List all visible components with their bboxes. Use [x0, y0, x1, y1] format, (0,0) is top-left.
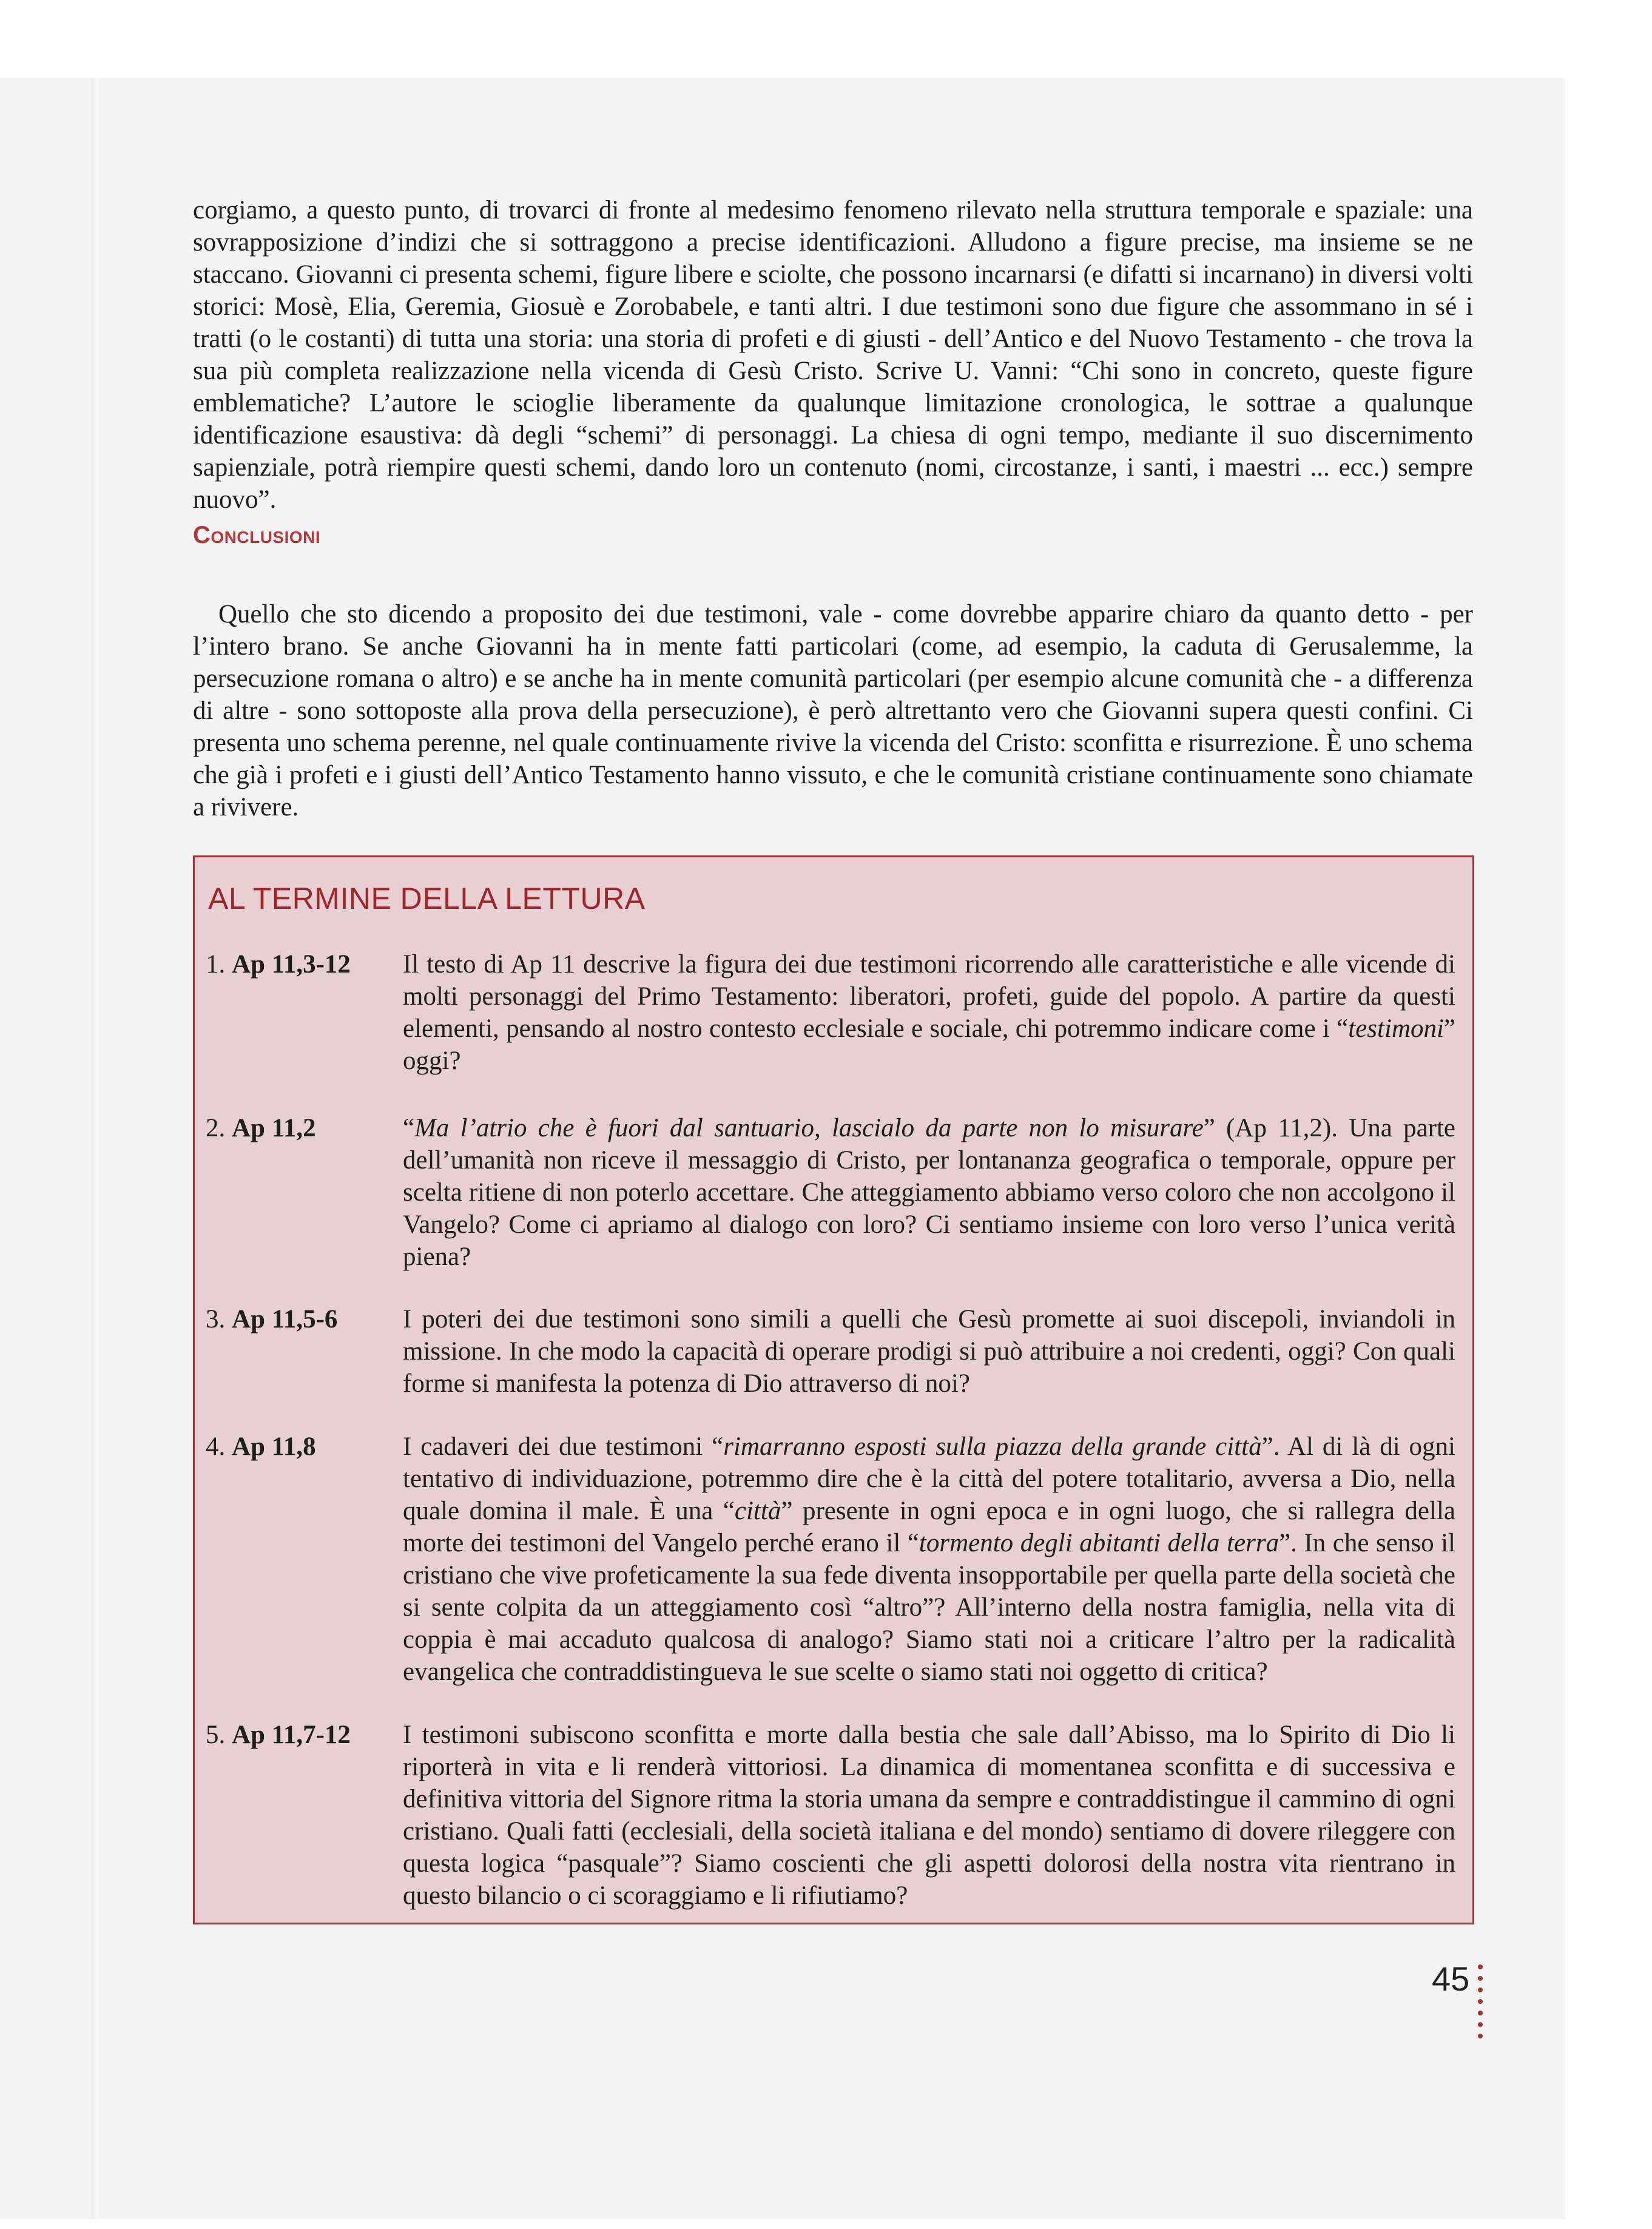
question-reference: Ap 11,3-12	[232, 950, 351, 979]
question-text-part: ” (Ap 11,2). Una parte dell’umanità non riceve il messaggio di Cristo, per lontananza geografica o temporale, oppure per scelta ritiene di non poterlo accettare. Che atteggiamento abbiamo verso coloro che non accolgono il Vangelo? Come ci apriamo al dialogo con loro? Ci sentiamo insieme con loro verso l’unica verità piena?	[403, 1114, 1456, 1271]
question-quote: tormento degli abitanti della terra	[919, 1529, 1279, 1557]
page-number-dots-ornament	[1478, 1964, 1484, 2045]
conclusion-paragraph: Quello che sto dicendo a proposito dei due testimoni, vale - come dovrebbe apparire chiaro da quanto detto - per l’intero brano. Se anche Giovanni ha in mente fatti particolari (come, ad esempio, la caduta di Gerusalemme, la persecuzione romana o altro) e se anche ha in mente comunità particolari (per esempio alcune comunità che - a differenza di altre - sono sottoposte alla prova della persecuzione), è però altrettanto vero che Giovanni supera questi confini. Ci presenta uno schema perenne, nel quale continuamente rivive la vicenda del Cristo: sconfitta e risurrezione. È uno schema che già i profeti e i giusti dell’Antico Testamento hanno vissuto, e che le comunità cristiane continuamente sono chiamate a rivivere.	[193, 600, 1473, 821]
question-label	[206, 1431, 403, 1688]
question-number: 4.	[206, 1432, 226, 1461]
question-item-2	[206, 1112, 1455, 1273]
question-number: 3.	[206, 1305, 226, 1334]
reading-questions-box	[193, 855, 1474, 1924]
question-reference: Ap 11,7-12	[232, 1721, 351, 1749]
section-title-conclusioni	[193, 519, 1473, 551]
question-number: 2.	[206, 1114, 226, 1142]
question-text-part: I poteri dei due testimoni sono simili a quelli che Gesù promette ai suoi discepoli, inviandoli in missione. In che modo la capacità di operare prodigi si può attribuire a noi credenti, oggi? Con quali forme si manifesta la potenza di Dio attraverso di noi?	[403, 1305, 1455, 1398]
question-text	[403, 1303, 1455, 1400]
question-text-part: ” oggi?	[403, 1014, 1455, 1075]
question-quote: città	[734, 1497, 781, 1525]
question-number: 1.	[206, 950, 226, 979]
page-fold	[91, 78, 98, 2219]
question-text-part: I testimoni subiscono sconfitta e morte dalla bestia che sale dall’Abisso, ma lo Spirito di Dio li riporterà in vita e li renderà vittoriosi. La dinamica di momentanea sconfitta e di successiva e definitiva vittoria del Signore ritma la storia umana da sempre e contraddistingue il cammino di ogni cristiano. Quali fatti (ecclesiali, della società italiana e del mondo) sentiamo di dovere rileggere con questa logica “pasquale”? Siamo coscienti che gli aspetti dolorosi della nostra vita rientrano in questo bilancio o ci scoraggiamo e li rifiutiamo?	[403, 1721, 1455, 1910]
question-text	[403, 1719, 1455, 1912]
question-text-part: ”. In che senso il cristiano che vive profeticamente la sua fede diventa insopportabile per quella parte della società che si sente colpita da un atteggiamento così “altro”? All’interno della nostra famiglia, nella vita di coppia è mai accaduto qualcosa di analogo? Siamo stati noi a criticare l’altro per la radicalità evangelica che contraddistingueva le sue scelte o siamo stati noi oggetto di critica?	[403, 1529, 1456, 1686]
question-reference: Ap 11,2	[232, 1114, 316, 1142]
question-quote: rimarranno esposti sulla piazza della grande città	[723, 1432, 1262, 1461]
page-number: 45	[1432, 1960, 1470, 1998]
question-label	[206, 1112, 403, 1273]
section-title-text: Conclusioni	[193, 522, 321, 548]
question-text-part: ”. Al di là di ogni tentativo di individuazione, potremmo dire che è la città del potere totalitario, avversa a Dio, nella quale domina il male. È una “	[403, 1432, 1455, 1525]
question-number: 5.	[206, 1721, 226, 1749]
question-text	[403, 1112, 1455, 1273]
question-text	[403, 948, 1455, 1077]
intro-paragraph: corgiamo, a questo punto, di trovarci di fronte al medesimo fenomeno rilevato nella struttura temporale e spaziale: una sovrapposizione d’indizi che si sottraggono a precise identificazioni. Alludono a figure precise, ma insieme se ne staccano. Giovanni ci presenta schemi, figure libere e sciolte, che possono incarnarsi (e difatti si incarnano) in diversi volti storici: Mosè, Elia, Geremia, Giosuè e Zorobabele, e tanti altri. I due testimoni sono due figure che assommano in sé i tratti (o le costanti) di tutta una storia: una storia di profeti e di giusti - dell’Antico e del Nuovo Testamento - che trova la sua più completa realizzazione nella vicenda di Gesù Cristo. Scrive U. Vanni: “Chi sono in concreto, queste figure emblematiche? L’autore le scioglie liberamente da qualunque limitazione cronologica, le sottrae a qualunque identificazione esaustiva: dà degli “schemi” di personaggi. La chiesa di ogni tempo, mediante il suo discernimento sapienziale, potrà riempire questi schemi, dando loro un contenuto (nomi, circostanze, i santi, i maestri ... ecc.) sempre nuovo”.	[193, 196, 1473, 514]
question-quote: testimoni	[1348, 1014, 1444, 1043]
question-reference: Ap 11,5-6	[232, 1305, 338, 1334]
question-label	[206, 1303, 403, 1400]
question-text-part: “	[403, 1114, 415, 1142]
question-label	[206, 1719, 403, 1912]
question-text	[403, 1431, 1455, 1688]
question-item-3	[206, 1303, 1455, 1400]
question-item-5	[206, 1719, 1455, 1912]
question-item-1	[206, 948, 1455, 1077]
box-title: AL TERMINE DELLA LETTURA	[208, 882, 646, 916]
question-quote: Ma l’atrio che è fuori dal santuario, lascialo da parte non lo misurare	[414, 1114, 1204, 1142]
question-text-part: ” presente in ogni epoca e in ogni luogo, che si rallegra della morte dei testimoni del Vangelo perché erano il “	[403, 1497, 1455, 1557]
question-text-part: I cadaveri dei due testimoni “	[403, 1432, 724, 1461]
question-reference: Ap 11,8	[232, 1432, 316, 1461]
question-item-4	[206, 1431, 1455, 1688]
main-text	[193, 194, 1473, 823]
question-label	[206, 948, 403, 1077]
question-text-part: Il testo di Ap 11 descrive la figura dei due testimoni ricorrendo alle caratteristiche e alle vicende di molti personaggi del Primo Testamento: liberatori, profeti, guide del popolo. A partire da questi elementi, pensando al nostro contesto ecclesiale e sociale, chi potremmo indicare come i “	[403, 950, 1455, 1043]
